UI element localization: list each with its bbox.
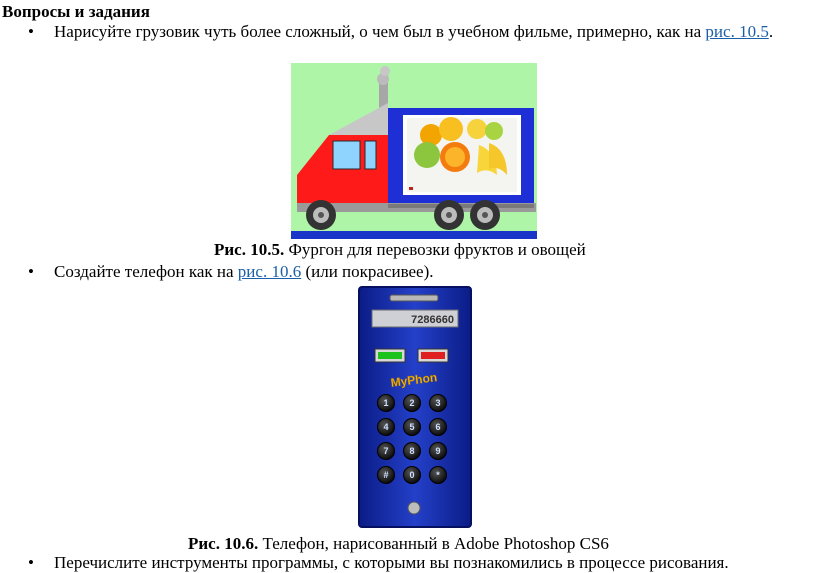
keypad-key-label: 7	[383, 446, 389, 456]
caption-text: Телефон, нарисованный в Adobe Photoshop CS6	[258, 534, 609, 553]
keypad-key-label: *	[436, 470, 440, 480]
section-heading: Вопросы и задания	[2, 2, 150, 21]
list-item-text: Нарисуйте грузовик чуть более сложный, о чем был в учебном фильме, примерно, как на	[54, 22, 706, 41]
keypad-key-label: 9	[435, 446, 441, 456]
display-number: 7286660	[411, 314, 454, 326]
keypad-key-label: 8	[409, 446, 415, 456]
cab-side-window	[365, 141, 376, 169]
list-item-2	[54, 262, 434, 282]
figure-caption-10-5	[214, 240, 586, 260]
keypad-key-label: 3	[435, 398, 441, 408]
caption-label: Рис. 10.5.	[214, 240, 285, 259]
bullet-marker: •	[28, 262, 34, 281]
yellow-apple	[439, 117, 463, 141]
cab-window	[333, 141, 360, 169]
end-button	[421, 352, 445, 359]
list-item-text-end: .	[768, 22, 774, 41]
phone-figure	[358, 286, 472, 528]
truck-wheel	[434, 200, 464, 230]
caption-label: Рис. 10.6.	[188, 534, 259, 553]
bullet-marker: •	[28, 22, 34, 41]
call-button	[378, 352, 402, 359]
figure-link-10-5[interactable]: рис. 10.5	[705, 22, 769, 41]
bullet-marker: •	[28, 553, 34, 572]
home-button	[408, 502, 420, 514]
caption-text: Фургон для перевозки фруктов и овощей	[284, 240, 586, 259]
brand-logo: MyPhon	[389, 370, 438, 390]
phone-speaker	[390, 295, 438, 301]
figure-link-10-6[interactable]: рис. 10.6	[237, 262, 302, 281]
list-item-text-end: (или покрасивее).	[301, 262, 434, 281]
keypad-key-label: 6	[435, 422, 441, 432]
truck-wheel	[306, 200, 336, 230]
truck-figure	[291, 63, 537, 239]
list-item-1	[54, 22, 794, 42]
figure-bottom-bar	[291, 231, 537, 239]
green-apple	[414, 142, 440, 168]
keypad-key-label: 0	[409, 470, 415, 480]
truck-wheel	[470, 200, 500, 230]
list-item-3: Перечислите инструменты программы, с которыми вы познакомились в процессе рисования.	[54, 553, 729, 572]
figure-caption-10-6	[188, 534, 609, 554]
keypad-key-label: 4	[383, 422, 389, 432]
list-item-text: Создайте телефон как на	[54, 262, 238, 281]
keypad-key-label: 5	[409, 422, 415, 432]
keypad-key-label: #	[383, 470, 389, 480]
keypad-key-label: 2	[409, 398, 415, 408]
keypad-key-label: 1	[383, 398, 389, 408]
